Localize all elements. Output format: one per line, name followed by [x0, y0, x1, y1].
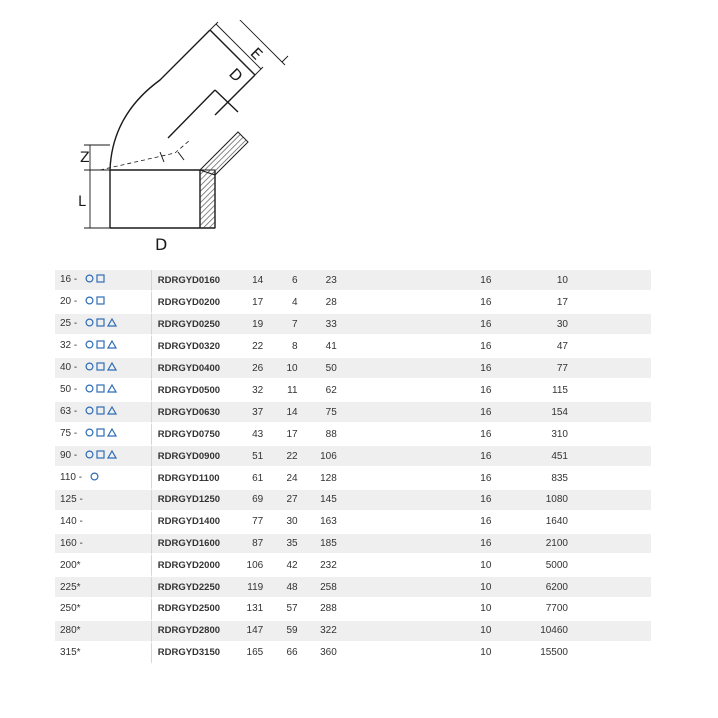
table-row — [55, 446, 651, 468]
size-value: 16 - — [60, 274, 78, 285]
size-value: 20 - — [60, 296, 78, 307]
dimension-l-cell: 163 — [311, 512, 467, 534]
pressure-rating-cell: 16 — [467, 336, 532, 358]
size-cell — [55, 292, 151, 314]
dimension-z-cell: 10 — [277, 358, 310, 380]
dimension-z-cell: 35 — [277, 534, 310, 556]
dimension-d-cell: 43 — [237, 424, 277, 446]
size-value: 32 - — [60, 340, 78, 351]
weight-cell: 154 — [531, 402, 651, 424]
product-code-cell: RDRGYD1100 — [151, 468, 237, 490]
size-value: 110 - — [60, 472, 83, 483]
size-cell — [55, 380, 151, 402]
table-row — [55, 336, 651, 358]
size-cell — [55, 314, 151, 336]
square-icon — [96, 447, 105, 466]
size-value: 280* — [60, 625, 81, 637]
dimension-l-cell: 106 — [311, 446, 467, 468]
pressure-rating-cell: 16 — [467, 490, 532, 512]
product-code-cell: RDRGYD3150 — [151, 643, 237, 665]
table-row — [55, 577, 651, 599]
product-code-cell: RDRGYD0630 — [151, 402, 237, 424]
table-row — [55, 402, 651, 424]
size-cell — [55, 577, 151, 599]
triangle-icon — [107, 381, 117, 400]
size-cell — [55, 358, 151, 380]
specification-table-body — [55, 270, 651, 664]
circle-icon — [85, 337, 94, 356]
dimension-d-cell: 165 — [237, 643, 277, 665]
pressure-rating-cell: 16 — [467, 380, 532, 402]
weight-cell: 15500 — [531, 643, 651, 665]
square-icon — [96, 381, 105, 400]
triangle-icon — [107, 359, 117, 378]
dimension-d-cell: 77 — [237, 512, 277, 534]
weight-cell: 7700 — [531, 599, 651, 621]
product-code-cell: RDRGYD2250 — [151, 577, 237, 599]
square-icon — [96, 425, 105, 444]
dimension-z-cell: 30 — [277, 512, 310, 534]
dimension-d-cell: 37 — [237, 402, 277, 424]
dimension-l-cell: 185 — [311, 534, 467, 556]
size-cell — [55, 424, 151, 446]
size-cell — [55, 599, 151, 621]
triangle-icon — [107, 447, 117, 466]
product-code-cell: RDRGYD0250 — [151, 314, 237, 336]
pressure-rating-cell: 16 — [467, 512, 532, 534]
dimension-z-cell: 7 — [277, 314, 310, 336]
dimension-z-cell: 66 — [277, 643, 310, 665]
dimension-l-cell: 288 — [311, 599, 467, 621]
size-value: 315* — [60, 646, 81, 658]
pressure-rating-cell: 16 — [467, 446, 532, 468]
product-code-cell: RDRGYD1600 — [151, 534, 237, 556]
dimension-z-cell: 4 — [277, 292, 310, 314]
circle-icon — [85, 359, 94, 378]
product-code-cell: RDRGYD0400 — [151, 358, 237, 380]
dimension-l-cell: 41 — [311, 336, 467, 358]
dimension-l-cell: 88 — [311, 424, 467, 446]
product-code-cell: RDRGYD2500 — [151, 599, 237, 621]
product-code-cell: RDRGYD1250 — [151, 490, 237, 512]
size-value: 25 - — [60, 318, 78, 329]
dimension-d-cell: 26 — [237, 358, 277, 380]
table-row — [55, 380, 651, 402]
size-value: 160 - — [60, 537, 83, 549]
pressure-rating-cell: 10 — [467, 643, 532, 665]
size-cell — [55, 402, 151, 424]
dimension-d-cell: 19 — [237, 314, 277, 336]
dimension-z-cell: 14 — [277, 402, 310, 424]
pressure-rating-cell: 16 — [467, 358, 532, 380]
table-row — [55, 643, 651, 665]
label-d-diagonal: D — [225, 64, 247, 86]
product-code-cell: RDRGYD1400 — [151, 512, 237, 534]
weight-cell: 17 — [531, 292, 651, 314]
table-row — [55, 292, 651, 314]
table-row — [55, 512, 651, 534]
dimension-z-cell: 8 — [277, 336, 310, 358]
weight-cell: 2100 — [531, 534, 651, 556]
dimension-d-cell: 119 — [237, 577, 277, 599]
size-value: 90 - — [60, 450, 78, 461]
dimension-l-cell: 232 — [311, 555, 467, 577]
weight-cell: 1080 — [531, 490, 651, 512]
label-l: L — [78, 194, 86, 210]
label-d-bottom: D — [155, 235, 168, 254]
dimension-l-cell: 33 — [311, 314, 467, 336]
pressure-rating-cell: 10 — [467, 621, 532, 643]
weight-cell: 47 — [531, 336, 651, 358]
dimension-z-cell: 42 — [277, 555, 310, 577]
size-cell — [55, 468, 151, 490]
product-code-cell: RDRGYD0500 — [151, 380, 237, 402]
table-row — [55, 270, 651, 292]
label-e: E — [246, 44, 267, 64]
size-value: 40 - — [60, 362, 78, 373]
table-row — [55, 314, 651, 336]
pressure-rating-cell: 10 — [467, 599, 532, 621]
square-icon — [96, 359, 105, 378]
table-row — [55, 424, 651, 446]
weight-cell: 77 — [531, 358, 651, 380]
elbow-technical-drawing — [60, 20, 320, 260]
weight-cell: 30 — [531, 314, 651, 336]
elbow-outline — [100, 30, 255, 228]
dimension-z-cell: 24 — [277, 468, 310, 490]
circle-icon — [85, 293, 94, 312]
size-cell — [55, 512, 151, 534]
size-value: 63 - — [60, 406, 78, 417]
weight-cell: 6200 — [531, 577, 651, 599]
circle-icon — [85, 315, 94, 334]
weight-cell: 1640 — [531, 512, 651, 534]
table-row — [55, 621, 651, 643]
dimension-z-cell: 11 — [277, 380, 310, 402]
triangle-icon — [107, 425, 117, 444]
dimension-z-cell: 27 — [277, 490, 310, 512]
dimension-l-cell: 145 — [311, 490, 467, 512]
triangle-icon — [107, 315, 117, 334]
product-code-cell: RDRGYD0750 — [151, 424, 237, 446]
circle-icon — [85, 381, 94, 400]
product-code-cell: RDRGYD0200 — [151, 292, 237, 314]
triangle-icon — [107, 337, 117, 356]
pressure-rating-cell: 16 — [467, 534, 532, 556]
size-value: 125 - — [60, 494, 83, 506]
dimension-l-cell: 62 — [311, 380, 467, 402]
size-value: 75 - — [60, 428, 78, 439]
table-row — [55, 490, 651, 512]
size-value: 250* — [60, 603, 81, 615]
dimension-d-cell: 14 — [237, 270, 277, 292]
dimension-d-cell: 22 — [237, 336, 277, 358]
size-cell — [55, 336, 151, 358]
dimension-z-cell: 48 — [277, 577, 310, 599]
pressure-rating-cell: 16 — [467, 468, 532, 490]
square-icon — [96, 293, 105, 312]
dimension-z-cell: 57 — [277, 599, 310, 621]
dimension-l-cell: 322 — [311, 621, 467, 643]
dimension-d-cell: 131 — [237, 599, 277, 621]
pressure-rating-cell: 16 — [467, 314, 532, 336]
label-z: Z — [80, 150, 90, 166]
size-value: 140 - — [60, 516, 83, 528]
weight-cell: 835 — [531, 468, 651, 490]
size-cell — [55, 643, 151, 665]
dimension-d-cell: 51 — [237, 446, 277, 468]
dimension-d-cell: 106 — [237, 555, 277, 577]
square-icon — [96, 271, 105, 290]
dimension-l-cell: 258 — [311, 577, 467, 599]
size-cell — [55, 446, 151, 468]
size-cell — [55, 270, 151, 292]
product-code-cell: RDRGYD0320 — [151, 336, 237, 358]
product-code-cell: RDRGYD0900 — [151, 446, 237, 468]
pressure-rating-cell: 16 — [467, 292, 532, 314]
table-row — [55, 358, 651, 380]
pressure-rating-cell: 16 — [467, 402, 532, 424]
weight-cell: 10460 — [531, 621, 651, 643]
circle-icon — [85, 403, 94, 422]
triangle-icon — [107, 403, 117, 422]
dimension-z-cell: 22 — [277, 446, 310, 468]
product-code-cell: RDRGYD0160 — [151, 270, 237, 292]
size-cell — [55, 621, 151, 643]
dimension-z-cell: 59 — [277, 621, 310, 643]
dimension-l-cell: 360 — [311, 643, 467, 665]
product-code-cell: RDRGYD2800 — [151, 621, 237, 643]
table-row — [55, 599, 651, 621]
dimension-l-cell: 23 — [311, 270, 467, 292]
dimension-l-cell: 128 — [311, 468, 467, 490]
size-cell — [55, 490, 151, 512]
specification-table — [55, 270, 651, 664]
table-row — [55, 555, 651, 577]
square-icon — [96, 315, 105, 334]
weight-cell: 310 — [531, 424, 651, 446]
size-value: 225* — [60, 581, 81, 593]
weight-cell: 5000 — [531, 555, 651, 577]
pressure-rating-cell: 16 — [467, 270, 532, 292]
pressure-rating-cell: 16 — [467, 424, 532, 446]
weight-cell: 115 — [531, 380, 651, 402]
circle-icon — [85, 271, 94, 290]
dimension-d-cell: 87 — [237, 534, 277, 556]
dimension-z-cell: 17 — [277, 424, 310, 446]
table-row — [55, 468, 651, 490]
socket-wall-hatch — [200, 132, 248, 175]
dimension-d-cell: 32 — [237, 380, 277, 402]
dimension-d-cell: 69 — [237, 490, 277, 512]
weight-cell: 10 — [531, 270, 651, 292]
square-icon — [96, 337, 105, 356]
table-row — [55, 534, 651, 556]
size-cell — [55, 534, 151, 556]
dimension-d-cell: 147 — [237, 621, 277, 643]
pressure-rating-cell: 10 — [467, 555, 532, 577]
dimension-d-cell: 61 — [237, 468, 277, 490]
dimension-l-cell: 50 — [311, 358, 467, 380]
dimension-l-cell: 75 — [311, 402, 467, 424]
size-value: 200* — [60, 559, 81, 571]
wall-section-hatch — [200, 170, 215, 228]
weight-cell: 451 — [531, 446, 651, 468]
square-icon — [96, 403, 105, 422]
pressure-rating-cell: 10 — [467, 577, 532, 599]
product-code-cell: RDRGYD2000 — [151, 555, 237, 577]
dimension-z-cell: 6 — [277, 270, 310, 292]
dimension-l-cell: 28 — [311, 292, 467, 314]
size-value: 50 - — [60, 384, 78, 395]
dimension-d-cell: 17 — [237, 292, 277, 314]
circle-icon — [90, 469, 99, 488]
size-cell — [55, 555, 151, 577]
circle-icon — [85, 447, 94, 466]
circle-icon — [85, 425, 94, 444]
